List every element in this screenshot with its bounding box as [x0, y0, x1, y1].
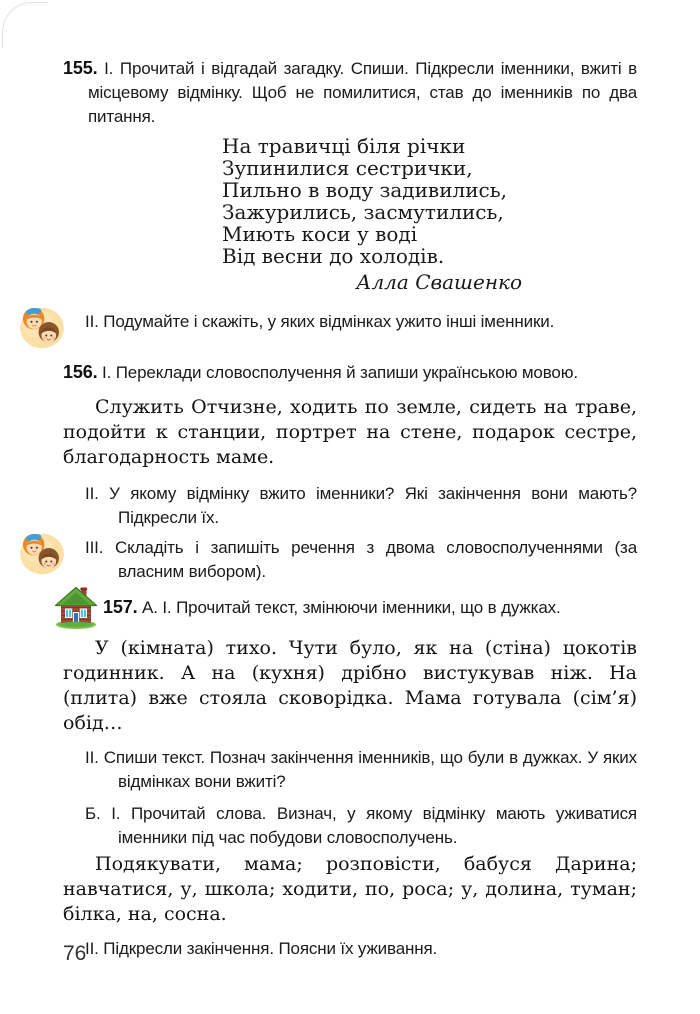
task-part-ii-155: [63, 310, 637, 334]
task-part-ii-157a: [63, 746, 637, 794]
exercise-instruction: І. Прочитай і відгадай загадку. Спиши. Підкресли іменники, вжиті в місцевому відмінку. Щоб не помилитися, став до іменників по два питання.: [88, 59, 637, 126]
poem-line: Пильно в воду задивились,: [222, 178, 507, 202]
poem-line: На травичці біля річки: [222, 134, 466, 158]
russian-phrases-text: Служить Отчизне, ходить по земле, сидеть на траве, подойти к станции, портрет на стене, подарок сестре, благодарность маме.: [63, 396, 637, 468]
exercise-instruction: А. І. Прочитай текст, змінюючи іменники, що в дужках.: [142, 597, 561, 617]
homework-house-icon: [53, 586, 99, 630]
poem-line: Зажурились, засмутились,: [222, 200, 504, 224]
page-number: 76: [63, 942, 87, 965]
exercise-156: [63, 360, 637, 584]
exercise-number: 156.: [63, 362, 98, 382]
riddle-poem: [222, 135, 637, 267]
page-edge-artifact: [2, 2, 48, 48]
task-text: ІІ. Подумайте і скажіть, у яких відмінках ужито інші іменники.: [85, 312, 555, 331]
poem-line: Від весни до холодів.: [222, 244, 445, 268]
exercise-157: [63, 586, 637, 961]
task-text: ІІ. У якому відмінку вжито іменники? Які закінчення вони мають? Підкресли їх.: [85, 484, 637, 527]
task-part-b-157: [63, 802, 637, 850]
task-text: ІІ. Підкресли закінчення. Поясни їх уживання.: [85, 939, 438, 958]
task-text: Б. І. Прочитай слова. Визнач, у якому відмінку мають уживатися іменники під час побудови словосполучень.: [85, 804, 637, 847]
exercise-instruction: І. Переклади словосполучення й запиши українською мовою.: [102, 363, 578, 382]
poem-author: Алла Свашенко: [356, 270, 522, 294]
exercise-156-heading: [63, 360, 637, 385]
exercise-157-heading: [63, 586, 637, 628]
exercise-number: 155.: [63, 58, 98, 78]
exercise-155-heading: [63, 56, 637, 129]
task-part-iii-156: [63, 536, 637, 584]
poem-line: Миють коси у воді: [222, 222, 418, 246]
task-text: ІІ. Спиши текст. Познач закінчення іменників, що були в дужках. У яких відмінках вони вжиті?: [85, 748, 637, 791]
task-part-ii-156: [63, 482, 637, 530]
exercise-number: 157.: [103, 596, 138, 617]
task-part-ii-157b: [63, 937, 637, 961]
exercise-157a-text: У (кімната) тихо. Чути було, як на (стіна) цокотів годинник. А на (кухня) дрібно вистукував ніж. На (плита) вже стояла сковорідка. Мама готувала (сім’я) обід…: [63, 637, 637, 734]
exercise-155: [63, 56, 637, 334]
children-pair-icon: [51, 529, 99, 579]
children-pair-icon: [51, 303, 99, 353]
exercise-157b-words: Подякувати, мама; розповісти, бабуся Дарина; навчатися, у, школа; ходити, по, роса; у, долина, туман; білка, на, сосна.: [63, 853, 637, 925]
task-text: ІІІ. Складіть і запишіть речення з двома словосполученнями (за власним вибором).: [85, 538, 637, 581]
poem-line: Зупинилися сестрички,: [222, 156, 473, 180]
exercise-heading-text: [103, 595, 561, 620]
